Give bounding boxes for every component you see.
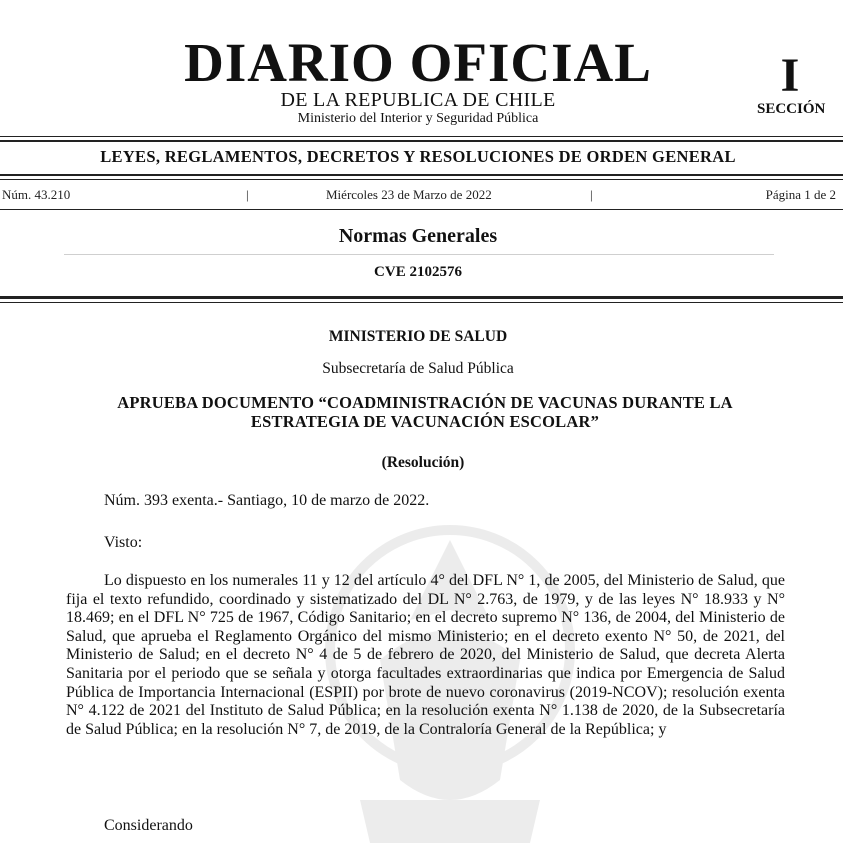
band-rule-thin (0, 179, 843, 180)
resolution-type: (Resolución) (381, 454, 465, 471)
cve-rule-thin (0, 302, 843, 303)
considerando-heading: Considerando (104, 817, 193, 834)
visto-paragraph: Lo dispuesto en los numerales 11 y 12 del artículo 4° del DFL N° 1, de 2005, del Ministerio de Salud, que fija el texto refundido, coordinado y sistematizado del DL N° 2.763, de 1979, y de las leyes N° 18.933 y N° 18.469; en el DFL N° 725 de 1967, Código Sanitario; en el decreto supremo N° 136, de 2004, del Ministerio de Salud, que aprueba el Reglamento Orgánico del mismo Ministerio; en el decreto exento N° 50, de 2021, del Ministerio de Salud; en el decreto N° 4 de 5 de febrero de 2020, del Ministerio de Salud, que decreta Alerta Sanitaria por el periodo que se señala y otorga facultades extraordinarias que indica por Emergencia de Salud Pública de Importancia Internacional (ESPII) por brote de nuevo coronavirus (2019-NCOV); resolución exenta N° 4.122 de 2021 del Instituto de Salud Pública; en la resolución exenta N° 1.138 de 2020, de la Subsecretaría de Salud Pública; en la resolución N° 7, de 2019, de la Contraloría General de la República; y (66, 572, 785, 738)
section-label: SECCIÓN (757, 101, 826, 117)
resolution-number-line: Núm. 393 exenta.- Santiago, 10 de marzo de 2022. (104, 492, 430, 509)
masthead-subtitle: DE LA REPUBLICA DE CHILE (280, 89, 556, 111)
section-divider (64, 254, 774, 255)
issue-date: Miércoles 23 de Marzo de 2022 (326, 187, 492, 202)
masthead-title: DIARIO OFICIAL (184, 32, 652, 93)
issue-number: Núm. 43.210 (2, 187, 71, 202)
visto-heading: Visto: (104, 534, 143, 551)
masthead-ministry: Ministerio del Interior y Seguridad Pública (297, 111, 539, 126)
top-rule-thin (0, 136, 843, 137)
resolution-headline: APRUEBA DOCUMENTO “COADMINISTRACIÓN DE VACUNAS DURANTE LA ESTRATEGIA DE VACUNACIÓN ESCOLAR” (117, 393, 733, 431)
top-rule-thick (0, 140, 843, 142)
info-separator: | (590, 187, 593, 202)
section-number: I (780, 49, 800, 102)
issue-info-row (0, 187, 843, 205)
section-heading: Normas Generales (338, 225, 498, 247)
page-indicator: Página 1 de 2 (765, 187, 836, 202)
band-rule-thick (0, 174, 843, 176)
subsecretaria-heading: Subsecretaría de Salud Pública (322, 360, 514, 377)
band-title: LEYES, REGLAMENTOS, DECRETOS Y RESOLUCIONES DE ORDEN GENERAL (100, 147, 736, 166)
info-rule (0, 209, 843, 210)
info-separator: | (246, 187, 249, 202)
ministry-heading: MINISTERIO DE SALUD (328, 328, 508, 345)
cve-code: CVE 2102576 (374, 264, 462, 280)
cve-rule-thick (0, 296, 843, 299)
